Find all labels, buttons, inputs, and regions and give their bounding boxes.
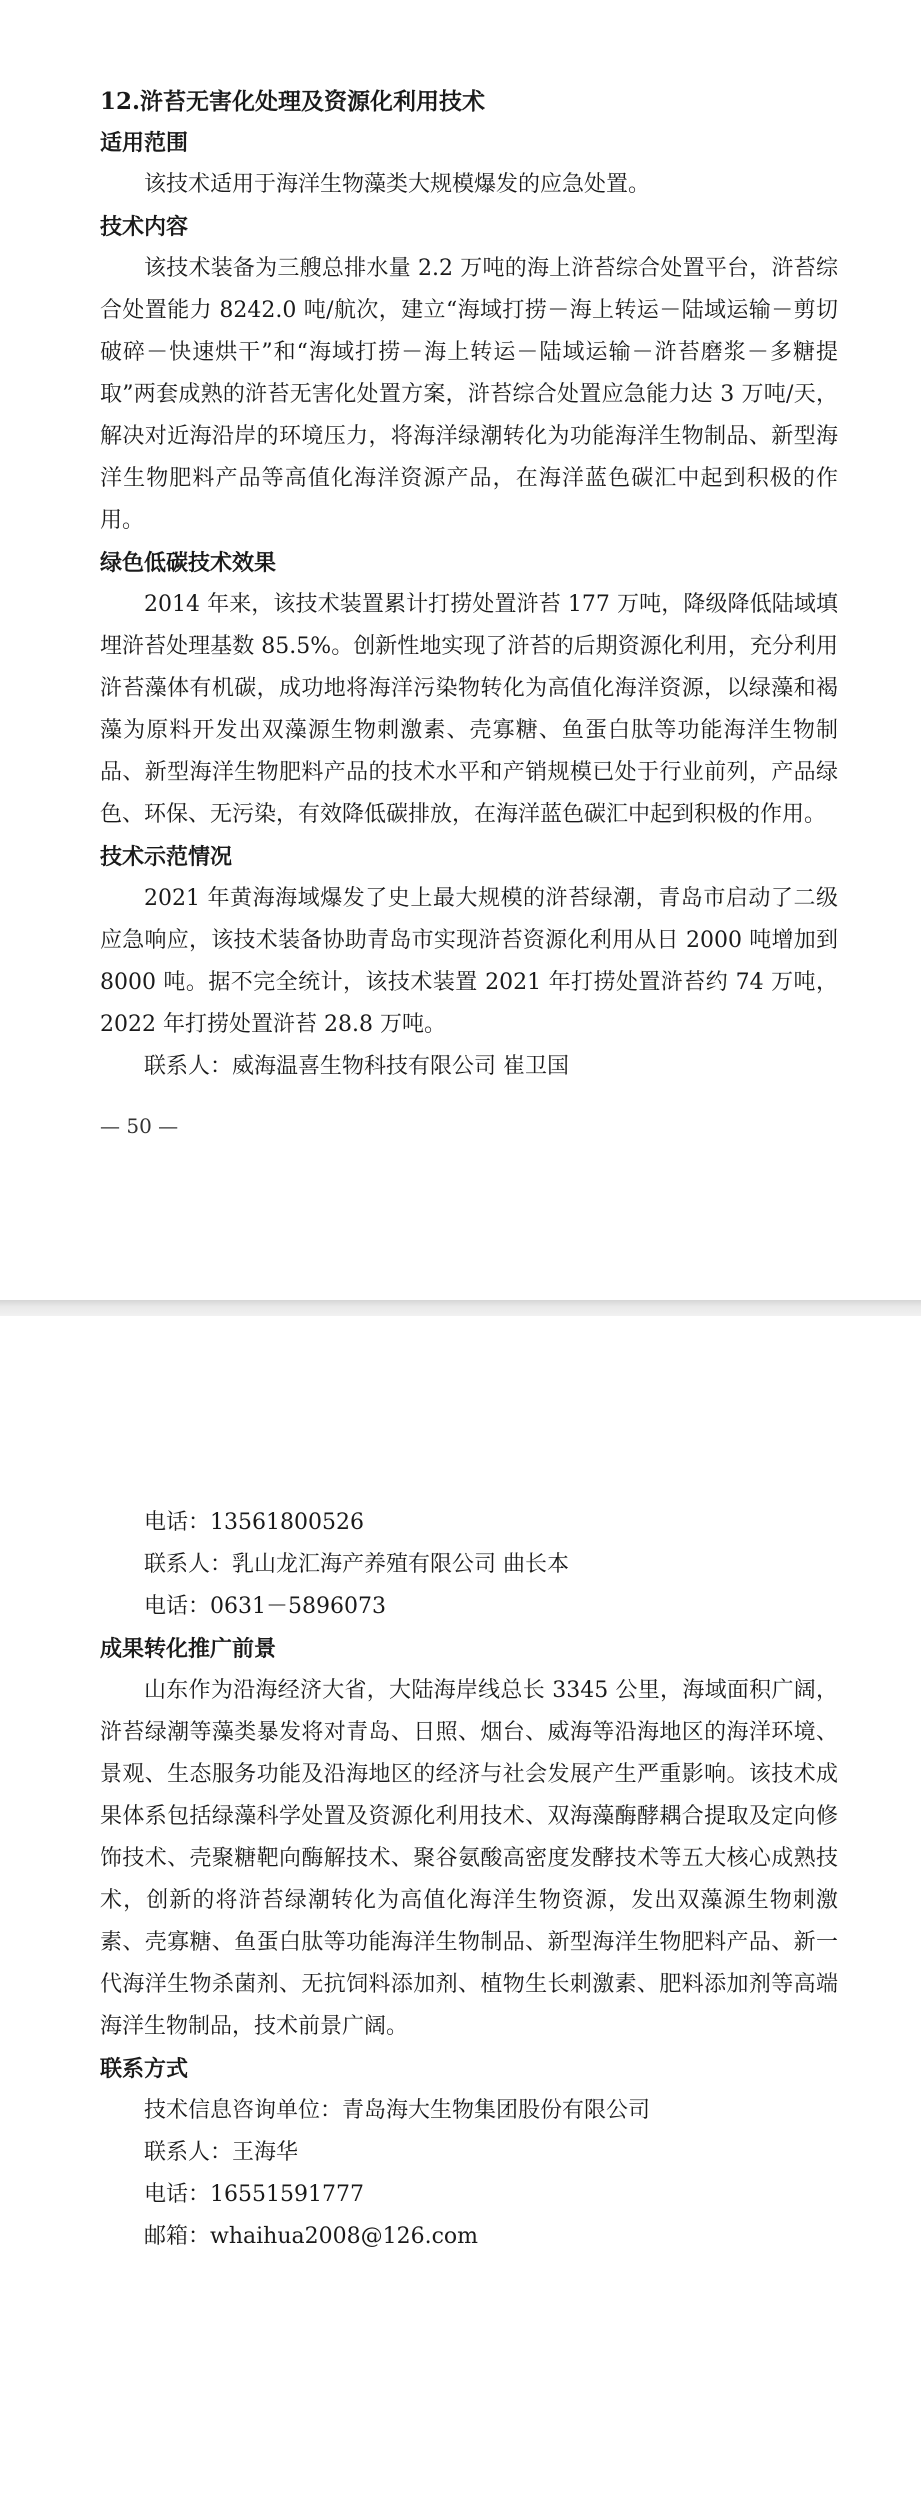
page-1-content — [100, 82, 838, 1146]
prospect-paragraph: 山东作为沿海经济大省，大陆海岸线总长 3345 公里，海域面积广阔，浒苔绿潮等藻类暴发将对青岛、日照、烟台、威海等沿海地区的海洋环境、景观、生态服务功能及沿海地区的经济与社会发展产生严重影响。该技术成果体系包括绿藻科学处置及资源化利用技术、双海藻酶酵耦合提取及定向修饰技术、壳聚糖靶向酶解技术、聚谷氨酸高密度发酵技术等五大核心成熟技术，创新的将浒苔绿潮转化为高值化海洋生物资源，发出双藻源生物刺激素、壳寡糖、鱼蛋白肽等功能海洋生物制品、新型海洋生物肥料产品、新一代海洋生物杀菌剂、无抗饲料添加剂、植物生长刺激素、肥料添加剂等高端海洋生物制品，技术前景广阔。 — [100, 1678, 838, 2039]
scope-heading: 适用范围 — [100, 130, 189, 156]
prospect-heading: 成果转化推广前景 — [100, 1636, 277, 1662]
content-heading: 技术内容 — [100, 214, 189, 240]
phone-line-1: 电话：13561800526 — [144, 1510, 364, 1535]
page-number: — 50 — — [100, 1114, 179, 1138]
page-2-content — [100, 1502, 838, 2258]
contact-line-3: 联系人：王海华 — [144, 2140, 299, 2165]
effect-heading: 绿色低碳技术效果 — [100, 550, 277, 576]
document-page-2 — [0, 1316, 921, 2520]
section-title: 12.浒苔无害化处理及资源化利用技术 — [100, 88, 486, 115]
demo-heading: 技术示范情况 — [100, 844, 233, 870]
contact-line-2: 联系人：乳山龙汇海产养殖有限公司 曲长本 — [144, 1552, 569, 1577]
consult-unit-line: 技术信息咨询单位：青岛海大生物集团股份有限公司 — [144, 2098, 651, 2123]
content-paragraph: 该技术装备为三艘总排水量 2.2 万吨的海上浒苔综合处置平台，浒苔综合处置能力 8242.0 吨/航次，建立“海域打捞－海上转运－陆域运输－剪切破碎－快速烘干”和“海域打捞－海上转运－陆域运输－浒苔磨浆－多糖提取”两套成熟的浒苔无害化处置方案，浒苔综合处置应急能力达 3 万吨/天，解决对近海沿岸的环境压力，将海洋绿潮转化为功能海洋生物制品、新型海洋生物肥料产品等高值化海洋资源产品，在海洋蓝色碳汇中起到积极的作用。 — [100, 256, 838, 533]
phone-line-3: 电话：16551591777 — [144, 2182, 364, 2207]
page-separator — [0, 1300, 921, 1316]
scope-paragraph: 该技术适用于海洋生物藻类大规模爆发的应急处置。 — [144, 172, 651, 197]
email-line: 邮箱：whaihua2008@126.com — [144, 2224, 479, 2249]
contact-line: 联系人：威海温喜生物科技有限公司 崔卫国 — [144, 1054, 569, 1079]
phone-line-2: 电话：0631－5896073 — [144, 1594, 386, 1619]
contact-heading: 联系方式 — [100, 2056, 189, 2082]
demo-paragraph: 2021 年黄海海域爆发了史上最大规模的浒苔绿潮，青岛市启动了二级应急响应，该技术装备协助青岛市实现浒苔资源化利用从日 2000 吨增加到 8000 吨。据不完全统计，该技术装置 2021 年打捞处置浒苔约 74 万吨，2022 年打捞处置浒苔 28.8 万吨。 — [100, 886, 838, 1037]
effect-paragraph: 2014 年来，该技术装置累计打捞处置浒苔 177 万吨，降级降低陆域填埋浒苔处理基数 85.5%。创新性地实现了浒苔的后期资源化利用，充分利用浒苔藻体有机碳，成功地将海洋污染物转化为高值化海洋资源，以绿藻和褐藻为原料开发出双藻源生物刺激素、壳寡糖、鱼蛋白肽等功能海洋生物制品、新型海洋生物肥料产品的技术水平和产销规模已处于行业前列，产品绿色、环保、无污染，有效降低碳排放，在海洋蓝色碳汇中起到积极的作用。 — [100, 592, 838, 827]
